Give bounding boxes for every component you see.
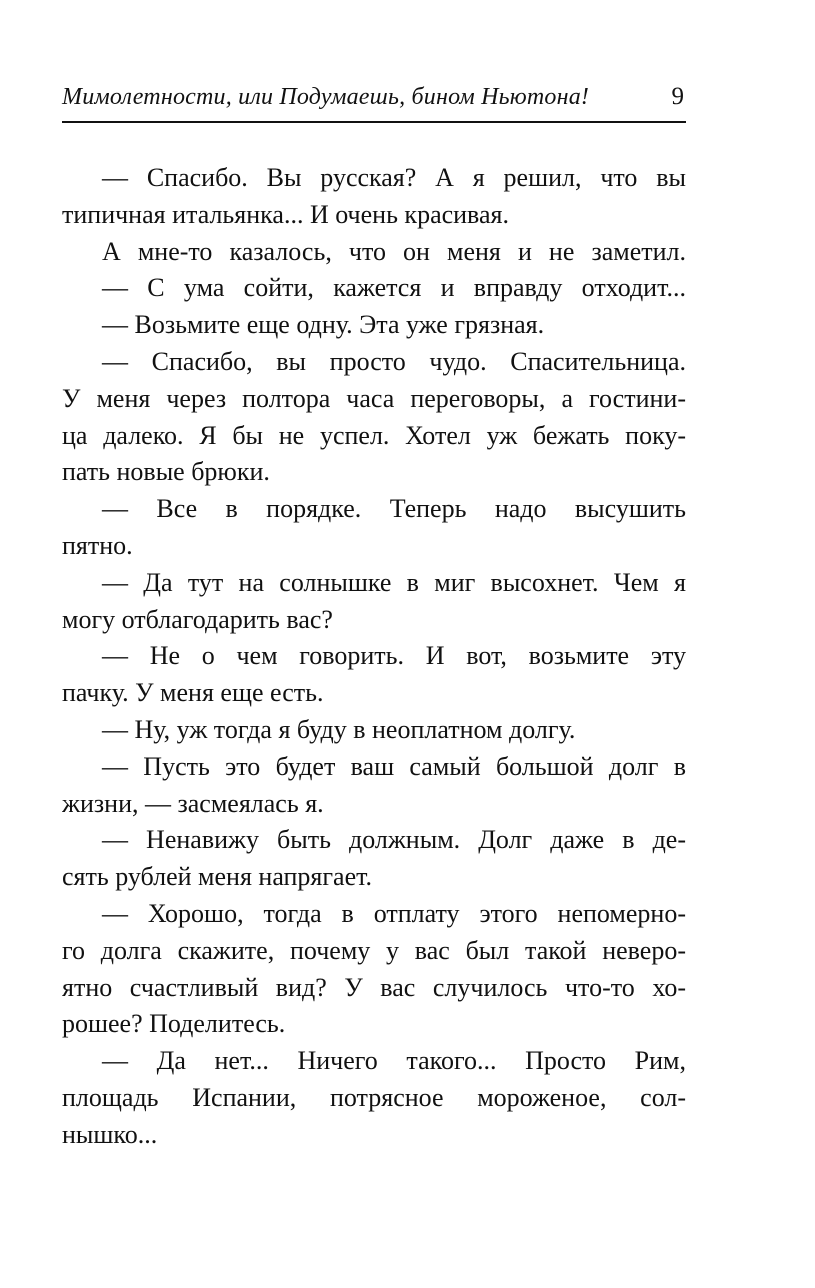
text-line: могу отблагодарить вас? xyxy=(62,604,333,634)
text-line: пачку. У меня еще есть. xyxy=(62,678,324,708)
text-line: — Пусть это будет ваш самый большой долг в xyxy=(102,751,686,781)
text-line: го долга скажите, почему у вас был такой неверо- xyxy=(62,935,686,965)
text-line: А мне-то казалось, что он меня и не заметил. xyxy=(102,236,686,266)
text-line: жизни, — засмеялась я. xyxy=(62,788,324,818)
text-line: — Ненавижу быть должным. Долг даже в де- xyxy=(102,825,686,855)
text-line: — Возьмите еще одну. Эта уже грязная. xyxy=(102,310,545,340)
text-line: рошее? Поделитесь. xyxy=(62,1009,286,1039)
page-number: 9 xyxy=(671,83,684,110)
running-title: Мимолетности, или Подумаешь, бином Ньютона! xyxy=(62,84,590,110)
text-line: — Ну, уж тогда я буду в неоплатном долгу. xyxy=(102,714,576,744)
text-line: сять рублей меня напрягает. xyxy=(62,862,373,892)
text-line: пать новые брюки. xyxy=(62,457,270,487)
running-head xyxy=(62,78,686,112)
text-line: — Спасибо, вы просто чудо. Спасительница. xyxy=(102,346,686,376)
text-line: — Да нет... Ничего такого... Просто Рим, xyxy=(102,1046,686,1076)
text-line: У меня через полтора часа переговоры, а гостини- xyxy=(62,383,686,413)
text-line: — Хорошо, тогда в отплату этого непомерно- xyxy=(102,898,686,928)
text-line: — Спасибо. Вы русская? А я решил, что вы xyxy=(102,163,686,192)
text-line: — С ума сойти, кажется и вправду отходит... xyxy=(102,273,686,303)
header-rule xyxy=(62,121,686,123)
text-line: ятно счастливый вид? У вас случилось что-то хо- xyxy=(62,972,686,1002)
text-line: площадь Испании, потрясное мороженое, сол- xyxy=(62,1082,686,1112)
text-line: пятно. xyxy=(62,530,133,560)
text-line: нышко... xyxy=(62,1119,158,1149)
text-line: — Да тут на солнышке в миг высохнет. Чем я xyxy=(102,567,686,597)
text-line: — Все в порядке. Теперь надо высушить xyxy=(102,494,686,524)
text-line: типичная итальянка... И очень красивая. xyxy=(62,199,509,229)
body-text xyxy=(62,160,686,1154)
text-line: — Не о чем говорить. И вот, возьмите эту xyxy=(102,641,686,671)
text-line: ца далеко. Я бы не успел. Хотел уж бежать поку- xyxy=(62,420,686,450)
